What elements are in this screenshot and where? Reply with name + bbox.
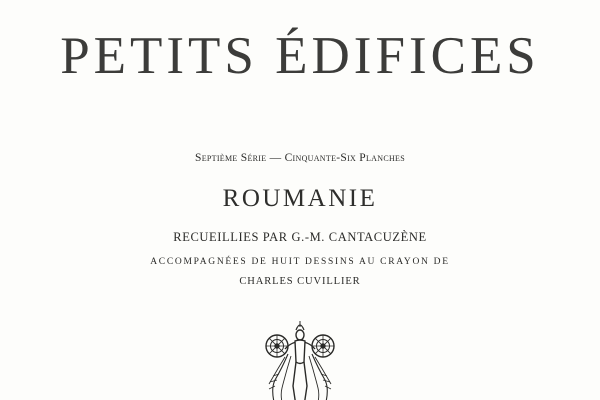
accompanied-line: ACCOMPAGNÉES DE HUIT DESSINS AU CRAYON DE	[150, 257, 450, 267]
country-heading: ROUMANIE	[222, 185, 378, 212]
book-title: PETITS ÉDIFICES	[60, 27, 540, 85]
artist-name: CHARLES CUVILLIER	[239, 276, 361, 287]
collected-by-line: RECUEILLIES PAR G.-M. CANTACUZÈNE	[173, 230, 427, 244]
series-line: Septième Série — Cinquante-Six Planches	[195, 152, 405, 164]
allegorical-figure-emblem-icon	[255, 318, 345, 400]
